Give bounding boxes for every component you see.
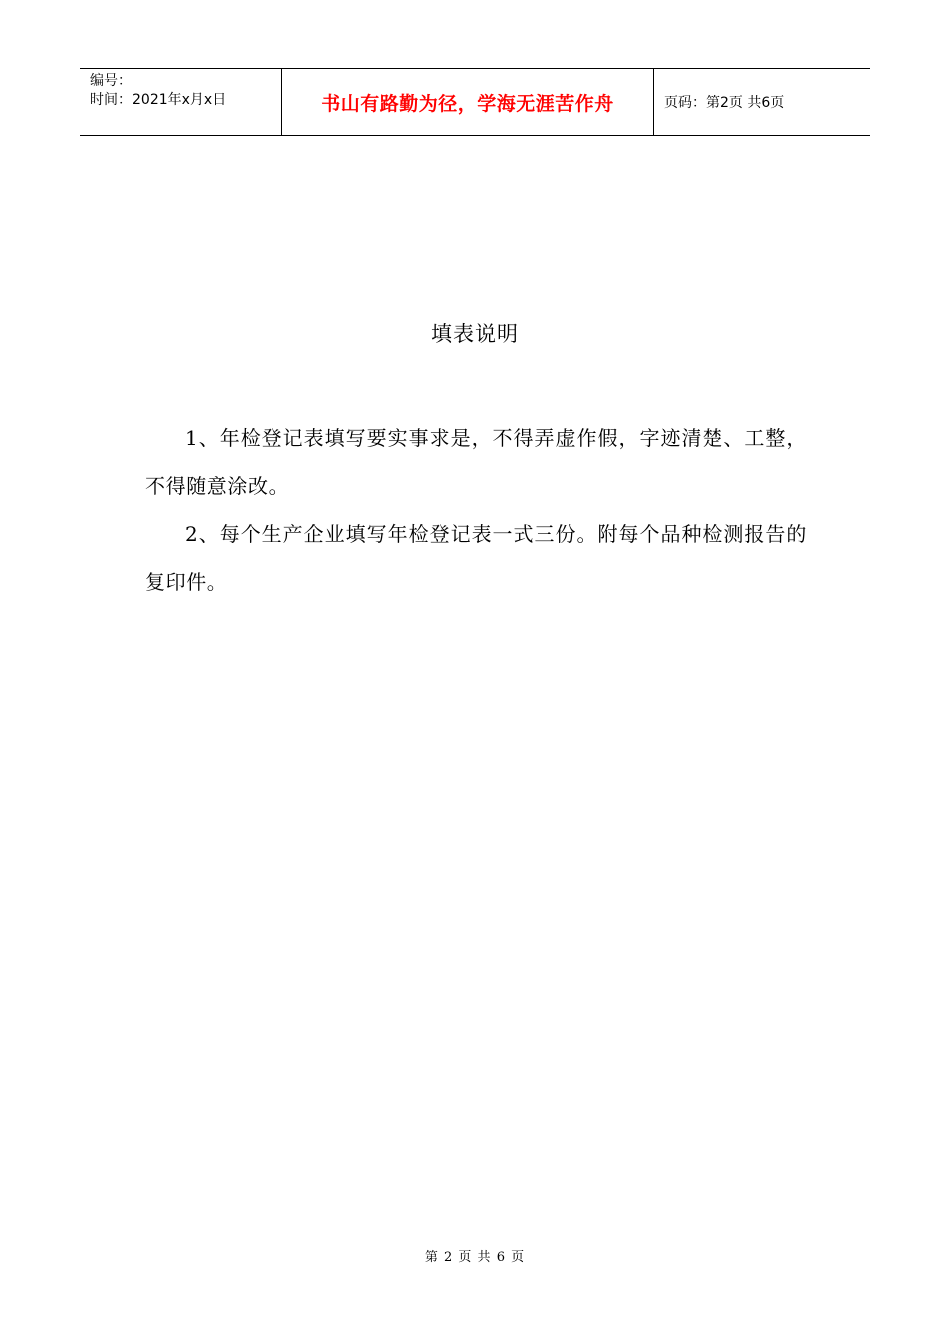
document-title: 填表说明	[431, 322, 519, 346]
header-page-code: 页码：第2页 共6页	[664, 95, 785, 111]
page-header	[80, 68, 870, 136]
header-motto-cell	[282, 69, 654, 135]
instruction-paragraph-2: 2、每个生产企业填写年检登记表一式三份。附每个品种检测报告的复印件。	[145, 522, 807, 594]
page-footer: 第 2 页 共 6 页	[424, 1250, 526, 1265]
document-body	[145, 414, 807, 606]
header-motto: 书山有路勤为径，学海无涯苦作舟	[321, 92, 614, 115]
document-number-label: 编号：	[90, 73, 132, 89]
document-time-label: 时间：2021年x月x日	[90, 92, 227, 108]
instruction-paragraph-1: 1、年检登记表填写要实事求是，不得弄虚作假，字迹清楚、工整，不得随意涂改。	[145, 426, 807, 498]
header-page-cell	[654, 69, 870, 135]
header-info-cell	[80, 69, 282, 135]
